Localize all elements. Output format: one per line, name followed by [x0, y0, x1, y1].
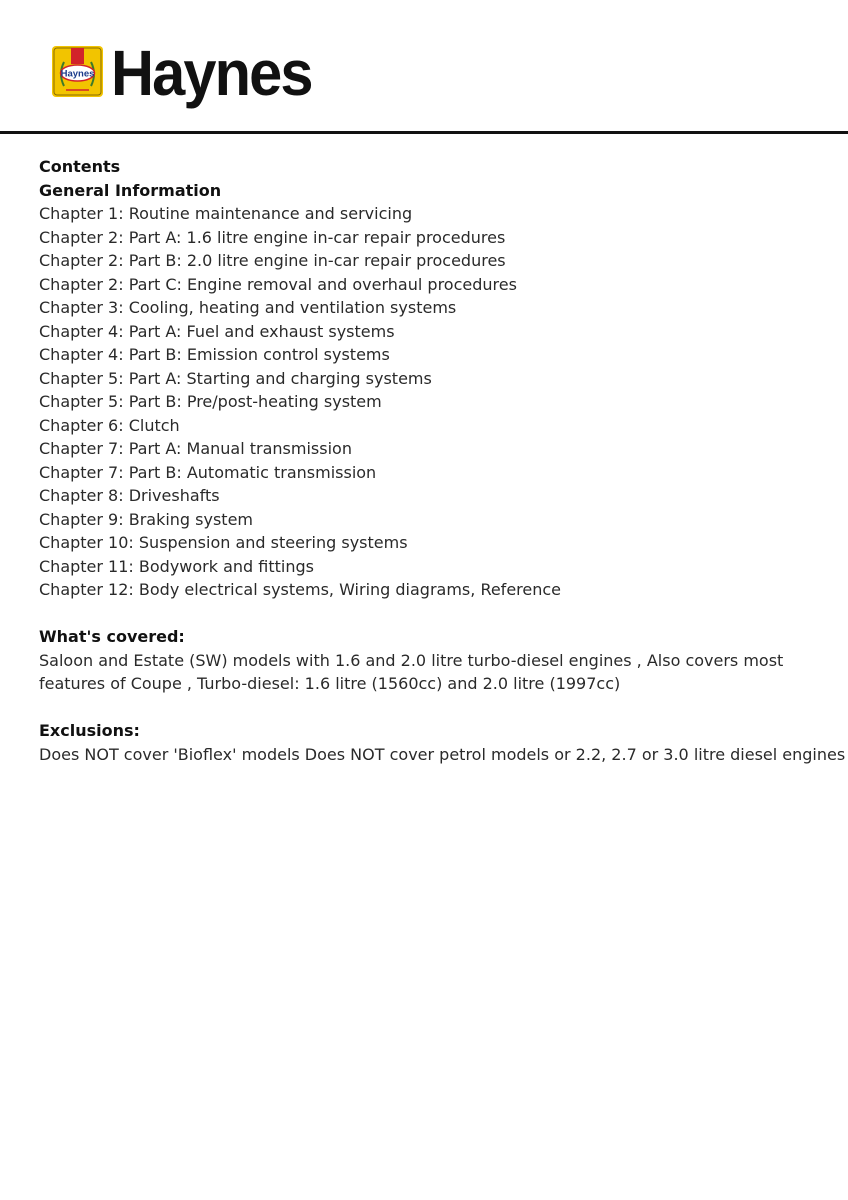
chapter-item: Chapter 9: Braking system — [39, 509, 254, 529]
exclusions-text: Does NOT cover 'Bioflex' models Does NOT cover petrol models or 2.2, 2.7 or 3.0 litre diesel engines — [39, 744, 846, 764]
chapter-item: Chapter 6: Clutch — [39, 415, 180, 435]
chapter-item: Chapter 2: Part A: 1.6 litre engine in-car repair procedures — [39, 227, 506, 247]
whats-covered-heading: What's covered: — [39, 627, 185, 646]
brand-wordmark: Haynes — [111, 37, 312, 109]
spacer — [39, 696, 829, 720]
whats-covered-text: Saloon and Estate (SW) models with 1.6 and 2.0 litre turbo-diesel engines , Also covers most features of Coupe , Turbo-diesel: 1.6 litre (1560cc) and 2.0 litre (1997cc) — [39, 650, 784, 693]
haynes-badge-logo — [52, 46, 103, 97]
badge-text: Haynes — [60, 68, 95, 80]
chapter-item: Chapter 3: Cooling, heating and ventilation systems — [39, 298, 457, 317]
chapter-item: Chapter 5: Part A: Starting and charging systems — [39, 368, 432, 388]
chapter-item: Chapter 2: Part C: Engine removal and overhaul procedures — [39, 274, 517, 294]
contents-title: Contents — [39, 157, 121, 176]
section-title-general-information: General Information — [39, 180, 222, 200]
chapter-item: Chapter 7: Part B: Automatic transmission — [39, 462, 377, 482]
chapter-list — [39, 202, 829, 602]
chapter-item: Chapter 4: Part B: Emission control systems — [39, 345, 390, 364]
chapter-item: Chapter 4: Part A: Fuel and exhaust systems — [39, 321, 395, 341]
header-divider — [0, 131, 848, 134]
exclusions-heading: Exclusions: — [39, 721, 140, 740]
chapter-item: Chapter 12: Body electrical systems, Wiring diagrams, Reference — [39, 580, 562, 599]
spacer — [39, 602, 829, 626]
header — [0, 0, 848, 133]
document-body — [39, 155, 846, 766]
chapter-item: Chapter 2: Part B: 2.0 litre engine in-car repair procedures — [39, 251, 506, 270]
chapter-item: Chapter 8: Driveshafts — [39, 486, 220, 505]
chapter-item: Chapter 11: Bodywork and fittings — [39, 556, 314, 576]
chapter-item: Chapter 10: Suspension and steering systems — [39, 533, 408, 552]
chapter-item: Chapter 1: Routine maintenance and servicing — [39, 204, 413, 223]
chapter-item: Chapter 7: Part A: Manual transmission — [39, 439, 352, 458]
chapter-item: Chapter 5: Part B: Pre/post-heating system — [39, 392, 382, 411]
